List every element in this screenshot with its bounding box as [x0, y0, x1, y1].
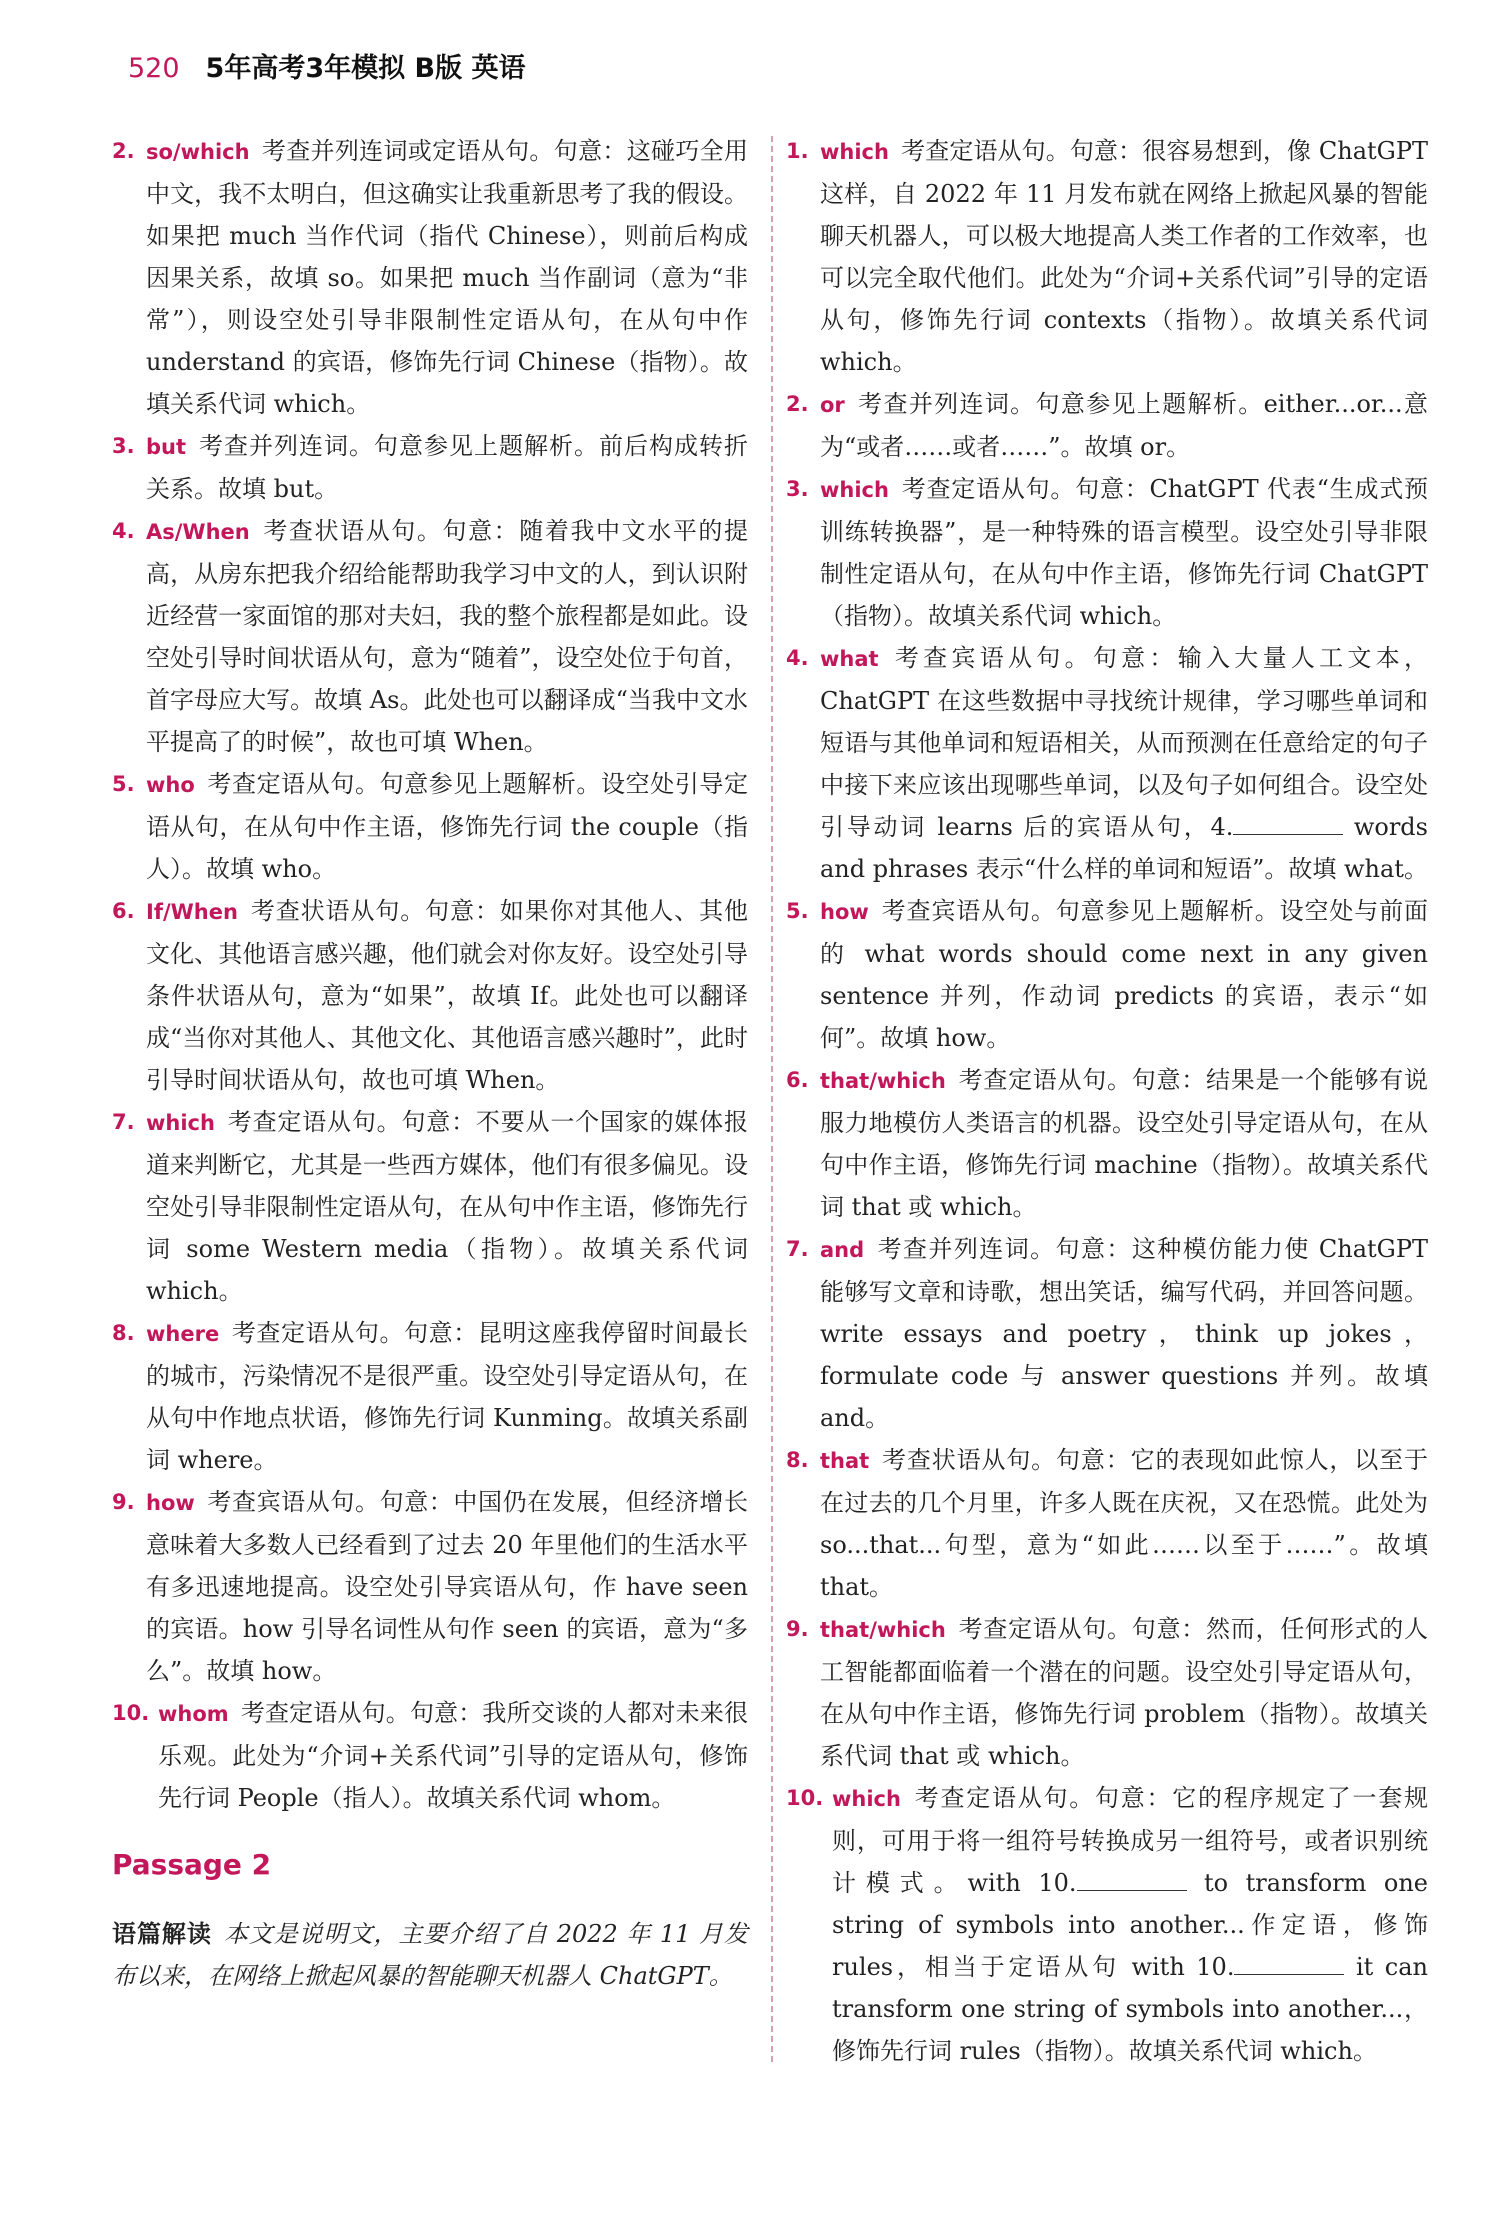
answer-entry-10 — [786, 1777, 1428, 2072]
answer-key: what — [820, 647, 879, 671]
answer-key: and — [820, 1238, 865, 1262]
entry-number: 3. — [112, 434, 135, 458]
answer-key: which — [820, 140, 889, 164]
explanation-text: 考查宾语从句。句意：中国仍在发展，但经济增长意味着大多数人已经看到了过去 20 年里他们的生活水平有多迅速地提高。设空处引导宾语从句，作 have seen 的宾语。how 引导名词性从句作 seen 的宾语，意为“多么”。故填 how。 — [146, 1488, 748, 1685]
entry-number: 6. — [786, 1068, 809, 1092]
answer-entry-3 — [786, 468, 1428, 637]
entry-number: 10. — [786, 1786, 824, 1810]
answer-entry-9 — [786, 1608, 1428, 1777]
answer-entry-8 — [112, 1312, 748, 1481]
fill-blank — [1234, 1950, 1344, 1975]
entry-number: 1. — [786, 139, 809, 163]
answer-entry-4 — [786, 637, 1428, 890]
summary-label: 语篇解读 — [112, 1920, 212, 1948]
entry-number: 9. — [786, 1617, 809, 1641]
answer-entry-9 — [112, 1481, 748, 1692]
right-column — [786, 130, 1428, 2072]
explanation-text: it can transform one string of symbols into another...，修饰先行词 rules（指物）。故填关系代词 which。 — [832, 1953, 1429, 2065]
explanation-text: words and phrases 表示“什么样的单词和短语”。故填 what。 — [820, 813, 1428, 883]
book-title: 5年高考3年模拟 B版 英语 — [205, 53, 526, 84]
entry-number: 10. — [112, 1701, 150, 1725]
answer-entry-5 — [786, 890, 1428, 1059]
answer-key: who — [146, 773, 195, 797]
answer-key: how — [146, 1491, 195, 1515]
answer-entry-2 — [112, 130, 748, 425]
explanation-text: 考查状语从句。句意：如果你对其他人、其他文化、其他语言感兴趣，他们就会对你友好。设空处引导条件状语从句，意为“如果”，故填 If。此处也可以翻译成“当你对其他人、其他文化、其他语言感兴趣时”，此时引导时间状语从句，故也可填 When。 — [146, 897, 748, 1094]
answer-entry-8 — [786, 1439, 1428, 1608]
explanation-text: 考查定语从句。句意：结果是一个能够有说服力地模仿人类语言的机器。设空处引导定语从句，在从句中作主语，修饰先行词 machine（指物）。故填关系代词 that 或 which。 — [820, 1066, 1428, 1221]
explanation-text: 考查并列连词。句意：这种模仿能力使 ChatGPT 能够写文章和诗歌，想出笑话，编写代码，并回答问题。write essays and poetry，think up jokes，formulate code 与 answer questions 并列。故填 and。 — [820, 1235, 1428, 1432]
explanation-text: 考查定语从句。句意：然而，任何形式的人工智能都面临着一个潜在的问题。设空处引导定语从句，在从句中作主语，修饰先行词 problem（指物）。故填关系代词 that 或 which。 — [820, 1615, 1428, 1770]
answer-key: but — [146, 435, 187, 459]
explanation-text: 考查状语从句。句意：随着我中文水平的提高，从房东把我介绍给能帮助我学习中文的人，到认识附近经营一家面馆的那对夫妇，我的整个旅程都是如此。设空处引导时间状语从句，意为“随着”，设空处位于句首，首字母应大写。故填 As。此处也可以翻译成“当我中文水平提高了的时候”，故也可填 When。 — [146, 517, 748, 756]
entry-number: 5. — [786, 899, 809, 923]
page-header — [128, 46, 526, 96]
answer-key: how — [820, 900, 869, 924]
answer-entry-4 — [112, 510, 748, 763]
explanation-text: 考查定语从句。句意：很容易想到，像 ChatGPT 这样，自 2022 年 11 月发布就在网络上掀起风暴的智能聊天机器人，可以极大地提高人类工作者的工作效率，也可以完全取代他们。此处为“介词+关系代词”引导的定语从句，修饰先行词 contexts（指物）。故填关系代词 which。 — [820, 137, 1428, 376]
explanation-text: 考查定语从句。句意：ChatGPT 代表“生成式预训练转换器”，是一种特殊的语言模型。设空处引导非限制性定语从句，在从句中作主语，修饰先行词 ChatGPT（指物）。故填关系代词 which。 — [820, 475, 1428, 630]
entry-number: 2. — [786, 392, 809, 416]
fill-blank — [1233, 810, 1343, 835]
passage-title: Passage 2 — [112, 1848, 272, 1881]
entry-number: 8. — [112, 1321, 135, 1345]
answer-key: If/When — [146, 900, 238, 924]
answer-key: which — [832, 1787, 901, 1811]
answer-key: or — [820, 393, 845, 417]
answer-key: As/When — [146, 520, 250, 544]
answer-key: which — [820, 478, 889, 502]
answer-entry-3 — [112, 425, 748, 510]
answer-entry-1 — [786, 130, 1428, 383]
explanation-text: 考查宾语从句。句意：输入大量人工文本，ChatGPT 在这些数据中寻找统计规律，学习哪些单词和短语与其他单词和短语相关，从而预测在任意给定的句子中接下来应该出现哪些单词，以及句子如何组合。设空处引导动词 learns 后的宾语从句，4. — [820, 644, 1428, 841]
explanation-text: 考查宾语从句。句意参见上题解析。设空处与前面的 what words should come next in any given sentence 并列，作动词 predicts 的宾语，表示“如何”。故填 how。 — [820, 897, 1428, 1052]
entry-number: 4. — [112, 519, 135, 543]
column-divider — [771, 136, 773, 2062]
explanation-text: 考查定语从句。句意：它的程序规定了一套规则，可用于将一组符号转换成另一组符号，或者识别统计模式。with 10. — [832, 1784, 1428, 1897]
page-number: 520 — [128, 53, 180, 84]
explanation-text: 考查定语从句。句意：不要从一个国家的媒体报道来判断它，尤其是一些西方媒体，他们有很多偏见。设空处引导非限制性定语从句，在从句中作主语，修饰先行词 some Western media（指物）。故填关系代词 which。 — [146, 1108, 748, 1305]
left-column — [112, 130, 748, 2021]
answer-key: which — [146, 1111, 215, 1135]
answer-entry-7 — [786, 1228, 1428, 1439]
fill-blank — [1077, 1866, 1187, 1891]
entry-number: 8. — [786, 1448, 809, 1472]
answer-entry-5 — [112, 763, 748, 890]
answer-key: that — [820, 1449, 870, 1473]
explanation-text: to transform one string of symbols into another...作定语，修饰 rules，相当于定语从句 with 10. — [832, 1869, 1428, 1981]
entry-number: 4. — [786, 646, 809, 670]
entry-number: 2. — [112, 139, 135, 163]
entry-number: 5. — [112, 772, 135, 796]
entry-number: 7. — [112, 1110, 135, 1134]
answer-entry-6 — [112, 890, 748, 1101]
answer-key: that/which — [820, 1069, 946, 1093]
entry-number: 6. — [112, 899, 135, 923]
answer-key: whom — [158, 1702, 229, 1726]
answer-key: so/which — [146, 140, 250, 164]
answer-entry-2 — [786, 383, 1428, 468]
explanation-text: 考查状语从句。句意：它的表现如此惊人，以至于在过去的几个月里，许多人既在庆祝，又在恐慌。此处为 so...that...句型，意为“如此……以至于……”。故填 that。 — [820, 1446, 1428, 1601]
explanation-text: 考查定语从句。句意参见上题解析。设空处引导定语从句，在从句中作主语，修饰先行词 the couple（指人）。故填 who。 — [146, 770, 748, 883]
entry-number: 3. — [786, 477, 809, 501]
answer-entry-7 — [112, 1101, 748, 1312]
answer-entry-6 — [786, 1059, 1428, 1228]
answer-key: that/which — [820, 1618, 946, 1642]
explanation-text: 考查并列连词。句意参见上题解析。either...or...意为“或者……或者……”。故填 or。 — [820, 390, 1428, 461]
entry-number: 9. — [112, 1490, 135, 1514]
explanation-text: 考查并列连词或定语从句。句意：这碰巧全用中文，我不太明白，但这确实让我重新思考了我的假设。如果把 much 当作代词（指代 Chinese），则前后构成因果关系，故填 so。如果把 much 当作副词（意为“非常”），则设空处引导非限制性定语从句，在从句中作 understand 的宾语，修饰先行词 Chinese（指物）。故填关系代词 which。 — [146, 137, 748, 418]
passage-summary — [112, 1913, 748, 1997]
entry-number: 7. — [786, 1237, 809, 1261]
summary-text: 本文是说明文，主要介绍了自 2022 年 11 月发布以来，在网络上掀起风暴的智能聊天机器人 ChatGPT。 — [112, 1920, 749, 1990]
explanation-text: 考查定语从句。句意：昆明这座我停留时间最长的城市，污染情况不是很严重。设空处引导定语从句，在从句中作地点状语，修饰先行词 Kunming。故填关系副词 where。 — [146, 1319, 748, 1474]
explanation-text: 考查并列连词。句意参见上题解析。前后构成转折关系。故填 but。 — [146, 432, 748, 503]
answer-key: where — [146, 1322, 220, 1346]
answer-entry-10 — [112, 1692, 748, 1819]
explanation-text: 考查定语从句。句意：我所交谈的人都对未来很乐观。此处为“介词+关系代词”引导的定语从句，修饰先行词 People（指人）。故填关系代词 whom。 — [158, 1699, 748, 1812]
